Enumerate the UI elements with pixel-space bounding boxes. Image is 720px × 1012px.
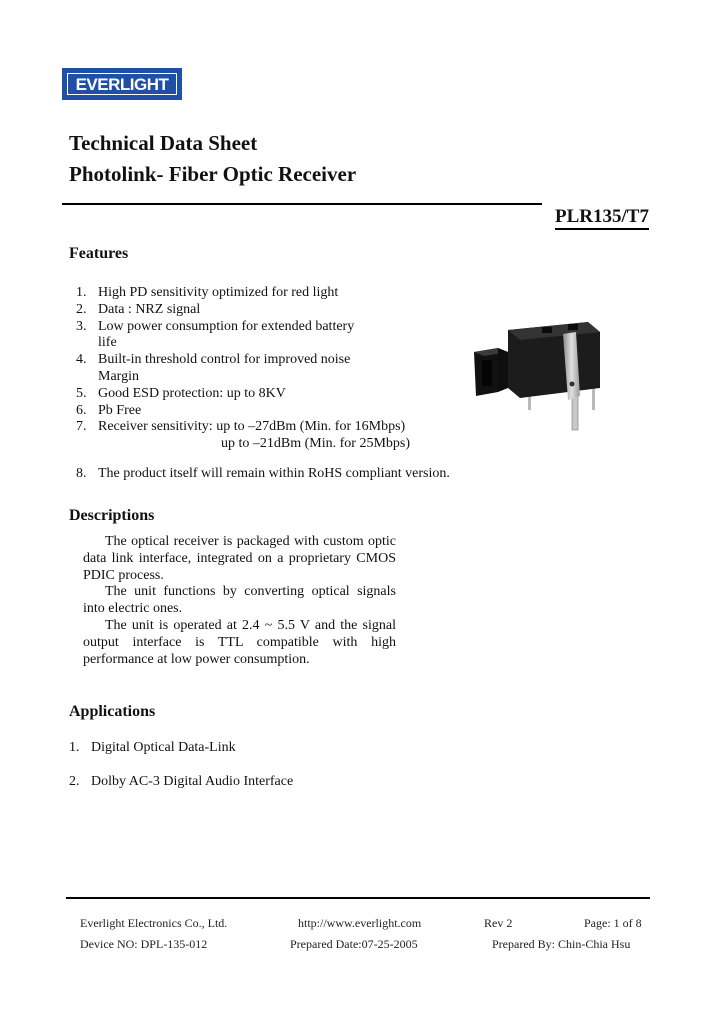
part-number: PLR135/T7 [555, 206, 649, 230]
feature-item: 1. High PD sensitivity optimized for red light [76, 285, 339, 300]
descriptions-heading: Descriptions [69, 507, 155, 524]
features-list [66, 285, 486, 483]
footer-company: Everlight Electronics Co., Ltd. [80, 916, 228, 930]
header-rule [62, 203, 542, 205]
footer-url: http://www.everlight.com [298, 916, 422, 930]
footer-rule [66, 897, 650, 899]
everlight-logo [62, 68, 182, 100]
logo-text: EVERLIGHT [67, 73, 177, 95]
application-item: 1. Digital Optical Data-Link [69, 740, 236, 755]
footer-prepared-date: Prepared Date:07-25-2005 [290, 937, 418, 951]
doc-subtitle: Photolink- Fiber Optic Receiver [69, 162, 357, 186]
feature-item: 4. Built-in threshold control for improved noise Margin [76, 352, 351, 384]
feature-item: 8. The product itself will remain within RoHS compliant version. [76, 465, 450, 481]
footer-prepared-by: Prepared By: Chin-Chia Hsu [492, 937, 631, 951]
applications-heading: Applications [69, 703, 156, 720]
description-paragraph: The unit is operated at 2.4 ~ 5.5 V and the signal output interface is TTL compatible with high performance at low power consumption. [83, 617, 396, 667]
receiver-product-photo [468, 318, 628, 438]
footer-page: Page: 1 of 8 [584, 916, 642, 930]
feature-item: 2. Data : NRZ signal [76, 301, 201, 317]
footer-rev: Rev 2 [484, 916, 513, 930]
feature-item: 7. Receiver sensitivity: up to –27dBm (Min. for 16Mbps) up to –21dBm (Min. for 25Mbps) [76, 419, 410, 452]
feature-item: 6. Pb Free [76, 402, 142, 418]
doc-title: Technical Data Sheet [69, 131, 258, 155]
footer-device-no: Device NO: DPL-135-012 [80, 937, 208, 951]
application-item: 2. Dolby AC-3 Digital Audio Interface [69, 774, 294, 789]
description-paragraph: The optical receiver is packaged with custom optic data link interface, integrated on a proprietary CMOS PDIC process. [83, 534, 396, 583]
features-heading: Features [69, 245, 129, 262]
description-paragraph: The unit functions by converting optical signals into electric ones. [83, 584, 396, 617]
descriptions-body [83, 534, 396, 668]
feature-item: 3. Low power consumption for extended battery life [76, 318, 355, 351]
feature-item: 5. Good ESD protection: up to 8KV [76, 385, 286, 401]
